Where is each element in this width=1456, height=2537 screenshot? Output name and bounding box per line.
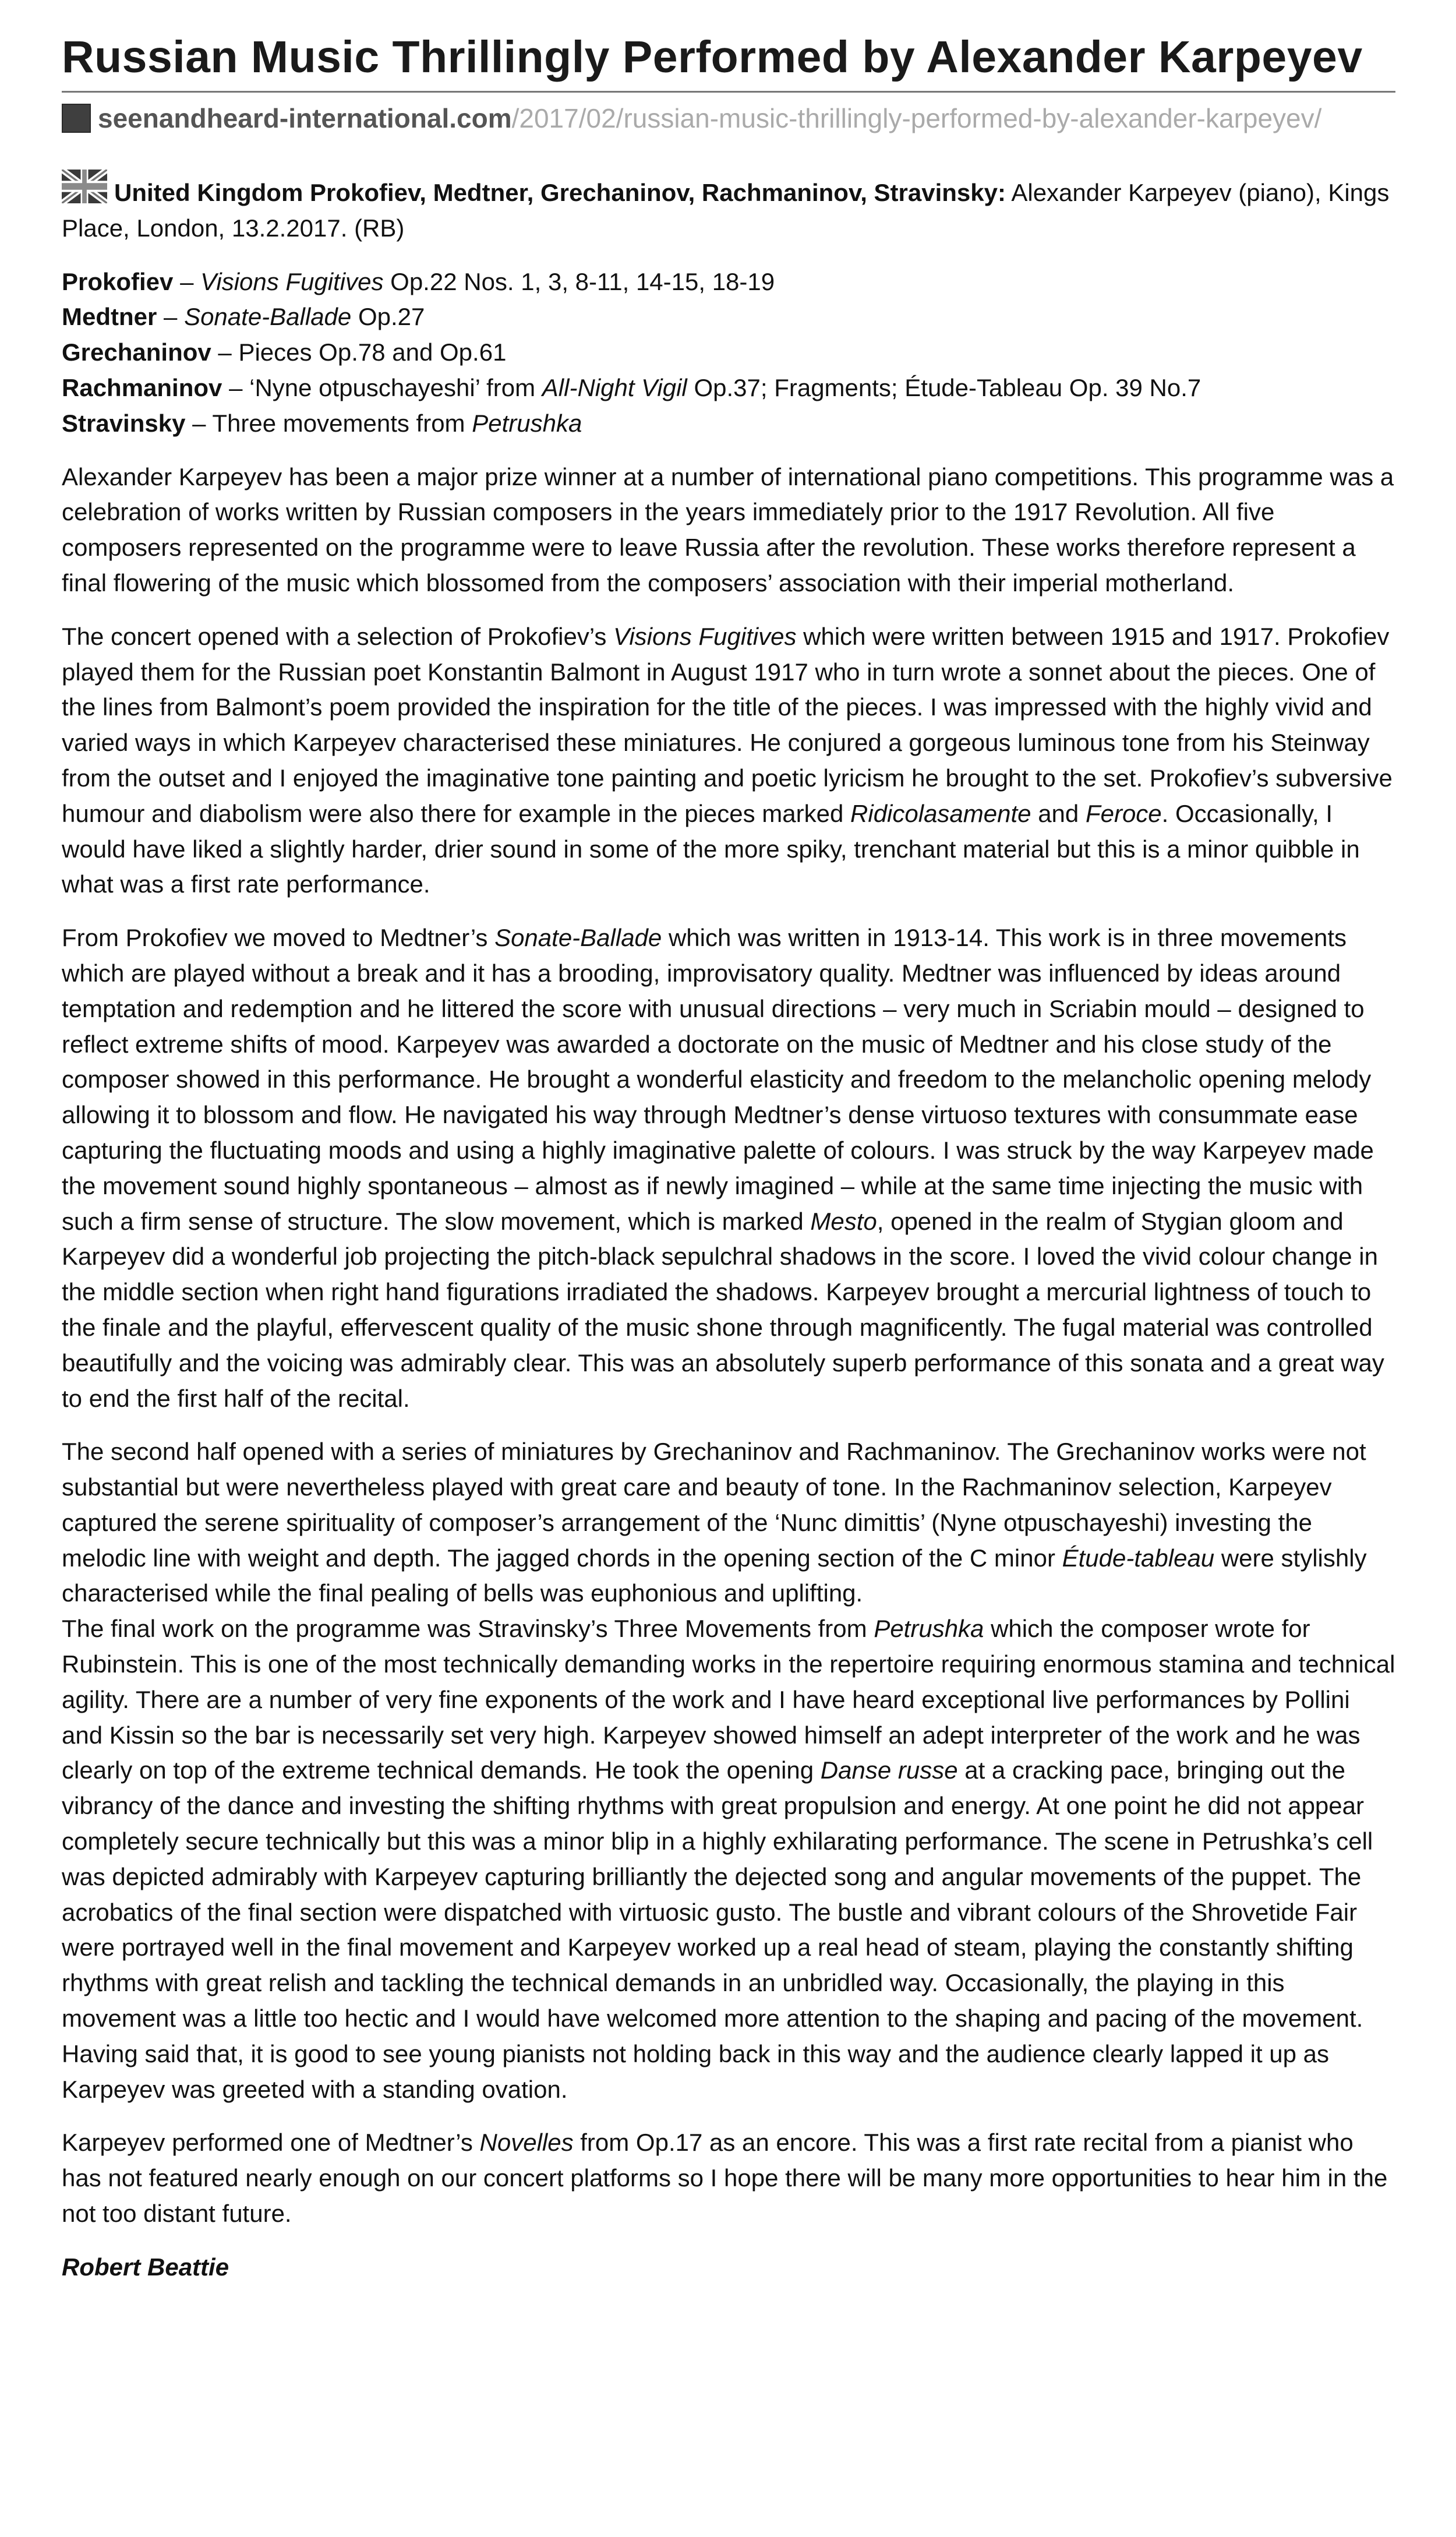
site-favicon-icon bbox=[62, 104, 91, 133]
country-label: United Kingdom bbox=[114, 179, 303, 206]
programme-work: Petrushka bbox=[472, 409, 582, 437]
article-title: Russian Music Thrillingly Performed by Alexander Karpeyev bbox=[62, 32, 1363, 82]
paragraph-intro: Alexander Karpeyev has been a major prize winner at a number of international piano competitions. This programme was a celebration of works written by Russian composers in the years immediately prior to the 1917 Revolution. All five composers represented on the programme were to leave Russia after the revolution. These works therefore represent a final flowering of the music which blossomed from the composers’ association with their imperial motherland. bbox=[62, 463, 1394, 597]
programme-composer: Medtner bbox=[62, 303, 157, 331]
source-path[interactable]: /2017/02/russian-music-thrillingly-performed-by-alexander-karpeyev/ bbox=[511, 103, 1322, 133]
paragraph-medtner: From Prokofiev we moved to Medtner’s Sonate-Ballade which was written in 1913-14. This work is in three movements which are played without a break and it has a brooding, improvisatory quality. Medtner was influenced by ideas around temptation and redemption and he littered the score with unusual directions – very much in Scriabin mould – designed to reflect extreme shifts of mood. Karpeyev was awarded a doctorate on the music of Medtner and his close study of the composer showed in this performance. He brought a wonderful elasticity and freedom to the melancholic opening melody allowing it to blossom and flow. He navigated his way through Medtner’s dense virtuoso textures with consummate ease capturing the fluctuating moods and using a highly imaginative palette of colours. I was struck by the way Karpeyev made the movement sound highly spontaneous – almost as if newly imagined – while at the same time injecting the music with such a firm sense of structure. The slow movement, which is marked Mesto, opened in the realm of Stygian gloom and Karpeyev did a wonderful job projecting the pitch-black sepulchral shadows in the score. I loved the vivid colour change in the middle section when right hand figurations irradiated the shadows. Karpeyev brought a mercurial lightness of touch to the finale and the playful, effervescent quality of the music shone through magnificently. The fugal material was controlled beautifully and the voicing was admirably clear. This was an absolutely superb performance of this sonata and a great way to end the first half of the recital. bbox=[62, 924, 1384, 1412]
programme-work: All-Night Vigil bbox=[542, 373, 687, 401]
performance-details: Alexander Karpeyev (piano), Kings Place, London, 13.2.2017. (RB) bbox=[62, 179, 1390, 242]
programme-work: Visions Fugitives bbox=[200, 267, 384, 295]
source-url[interactable] bbox=[62, 101, 1395, 136]
programme-composer: Rachmaninov bbox=[62, 373, 222, 401]
composers-list: Prokofiev, Medtner, Grechaninov, Rachmaninov, Stravinsky: bbox=[309, 179, 1006, 206]
programme-composer: Grechaninov bbox=[62, 338, 211, 366]
paragraph-second-half: The second half opened with a series of miniatures by Grechaninov and Rachmaninov. The Grechaninov works were not substantial but were nevertheless played with great care and beauty of tone. In the Rachmaninov selection, Karpeyev captured the serene spirituality of composer’s arrangement of the ‘Nunc dimittis’ (Nyne otpuschayeshi) investing the melodic line with weight and depth. The jagged chords in the opening section of the C minor Étude-tableau were stylishly characterised while the final pealing of bells was euphonious and uplifting. The final work on the programme was Stravinsky’s Three Movements from Petrushka which the composer wrote for Rubinstein. This is one of the most technically demanding works in the repertoire requiring enormous stamina and technical agility. There are a number of very fine exponents of the work and I have heard exceptional live performances by Pollini and Kissin so the bar is necessarily set very high. Karpeyev showed himself an adept interpreter of the work and he was clearly on top of the extreme technical demands. He took the opening Danse russe at a cracking pace, bringing out the vibrancy of the dance and investing the shifting rhythms with great propulsion and energy. At one point he did not appear completely secure technically but this was a minor blip in a highly exhilarating performance. The scene in Petrushka’s cell was depicted admirably with Karpeyev capturing brilliantly the dejected song and angular movements of the puppet. The acrobatics of the final section were dispatched with virtuosic gusto. The bustle and vibrant colours of the Shrovetide Fair were portrayed well in the final movement and Karpeyev worked up a real head of steam, playing the constantly shifting rhythms with great relish and tackling the technical demands in an unbridled way. Occasionally, the playing in this movement was a little too hectic and I would have welcomed more attention to the shaping and pacing of the movement. Having said that, it is good to see young pianists not holding back in this way and the audience clearly lapped it up as Karpeyev was greeted with a standing ovation. bbox=[62, 1438, 1395, 2103]
review-header bbox=[62, 170, 1395, 246]
programme-list: Prokofiev – Visions Fugitives Op.22 Nos. 1, 3, 8-11, 14-15, 18-19 Medtner – Sonate-Ballade Op.27 Grechaninov – Pieces Op.78 and Op.61 Rachmaninov – ‘Nyne otpuschayeshi’ from All-Night Vigil Op.37; Fragments; Étude-Tableau Op. 39 No.7 Stravinsky – Three movements from Petrushka bbox=[62, 267, 1201, 437]
article-body bbox=[62, 170, 1395, 2285]
author-byline: Robert Beattie bbox=[62, 2253, 229, 2281]
paragraph-prokofiev: The concert opened with a selection of Prokofiev’s Visions Fugitives which were written between 1915 and 1917. Prokofiev played them for the Russian poet Konstantin Balmont in August 1917 who in turn wrote a sonnet about the pieces. One of the lines from Balmont’s poem provided the inspiration for the title of the pieces. I was impressed with the highly vivid and varied ways in which Karpeyev characterised these miniatures. He conjured a gorgeous luminous tone from his Steinway from the outset and I enjoyed the imaginative tone painting and poetic lyricism he brought to the set. Prokofiev’s subversive humour and diabolism were also there for example in the pieces marked Ridicolasamente and Feroce. Occasionally, I would have liked a slightly harder, drier sound in some of the more spiky, trenchant material but this is a minor quibble in what was a first rate performance. bbox=[62, 622, 1393, 898]
title-divider bbox=[62, 91, 1395, 93]
programme-composer: Prokofiev bbox=[62, 267, 174, 295]
source-domain[interactable]: seenandheard-international.com bbox=[98, 103, 512, 133]
programme-composer: Stravinsky bbox=[62, 409, 186, 437]
programme-work: Pieces Op.78 and Op.61 bbox=[238, 338, 507, 366]
programme-work: Sonate-Ballade bbox=[184, 303, 352, 331]
uk-flag-icon bbox=[62, 170, 107, 203]
paragraph-encore: Karpeyev performed one of Medtner’s Novelles from Op.17 as an encore. This was a first rate recital from a pianist who has not featured nearly enough on our concert platforms so I hope there will be many more opportunities to hear him in the not too distant future. bbox=[62, 2129, 1388, 2228]
